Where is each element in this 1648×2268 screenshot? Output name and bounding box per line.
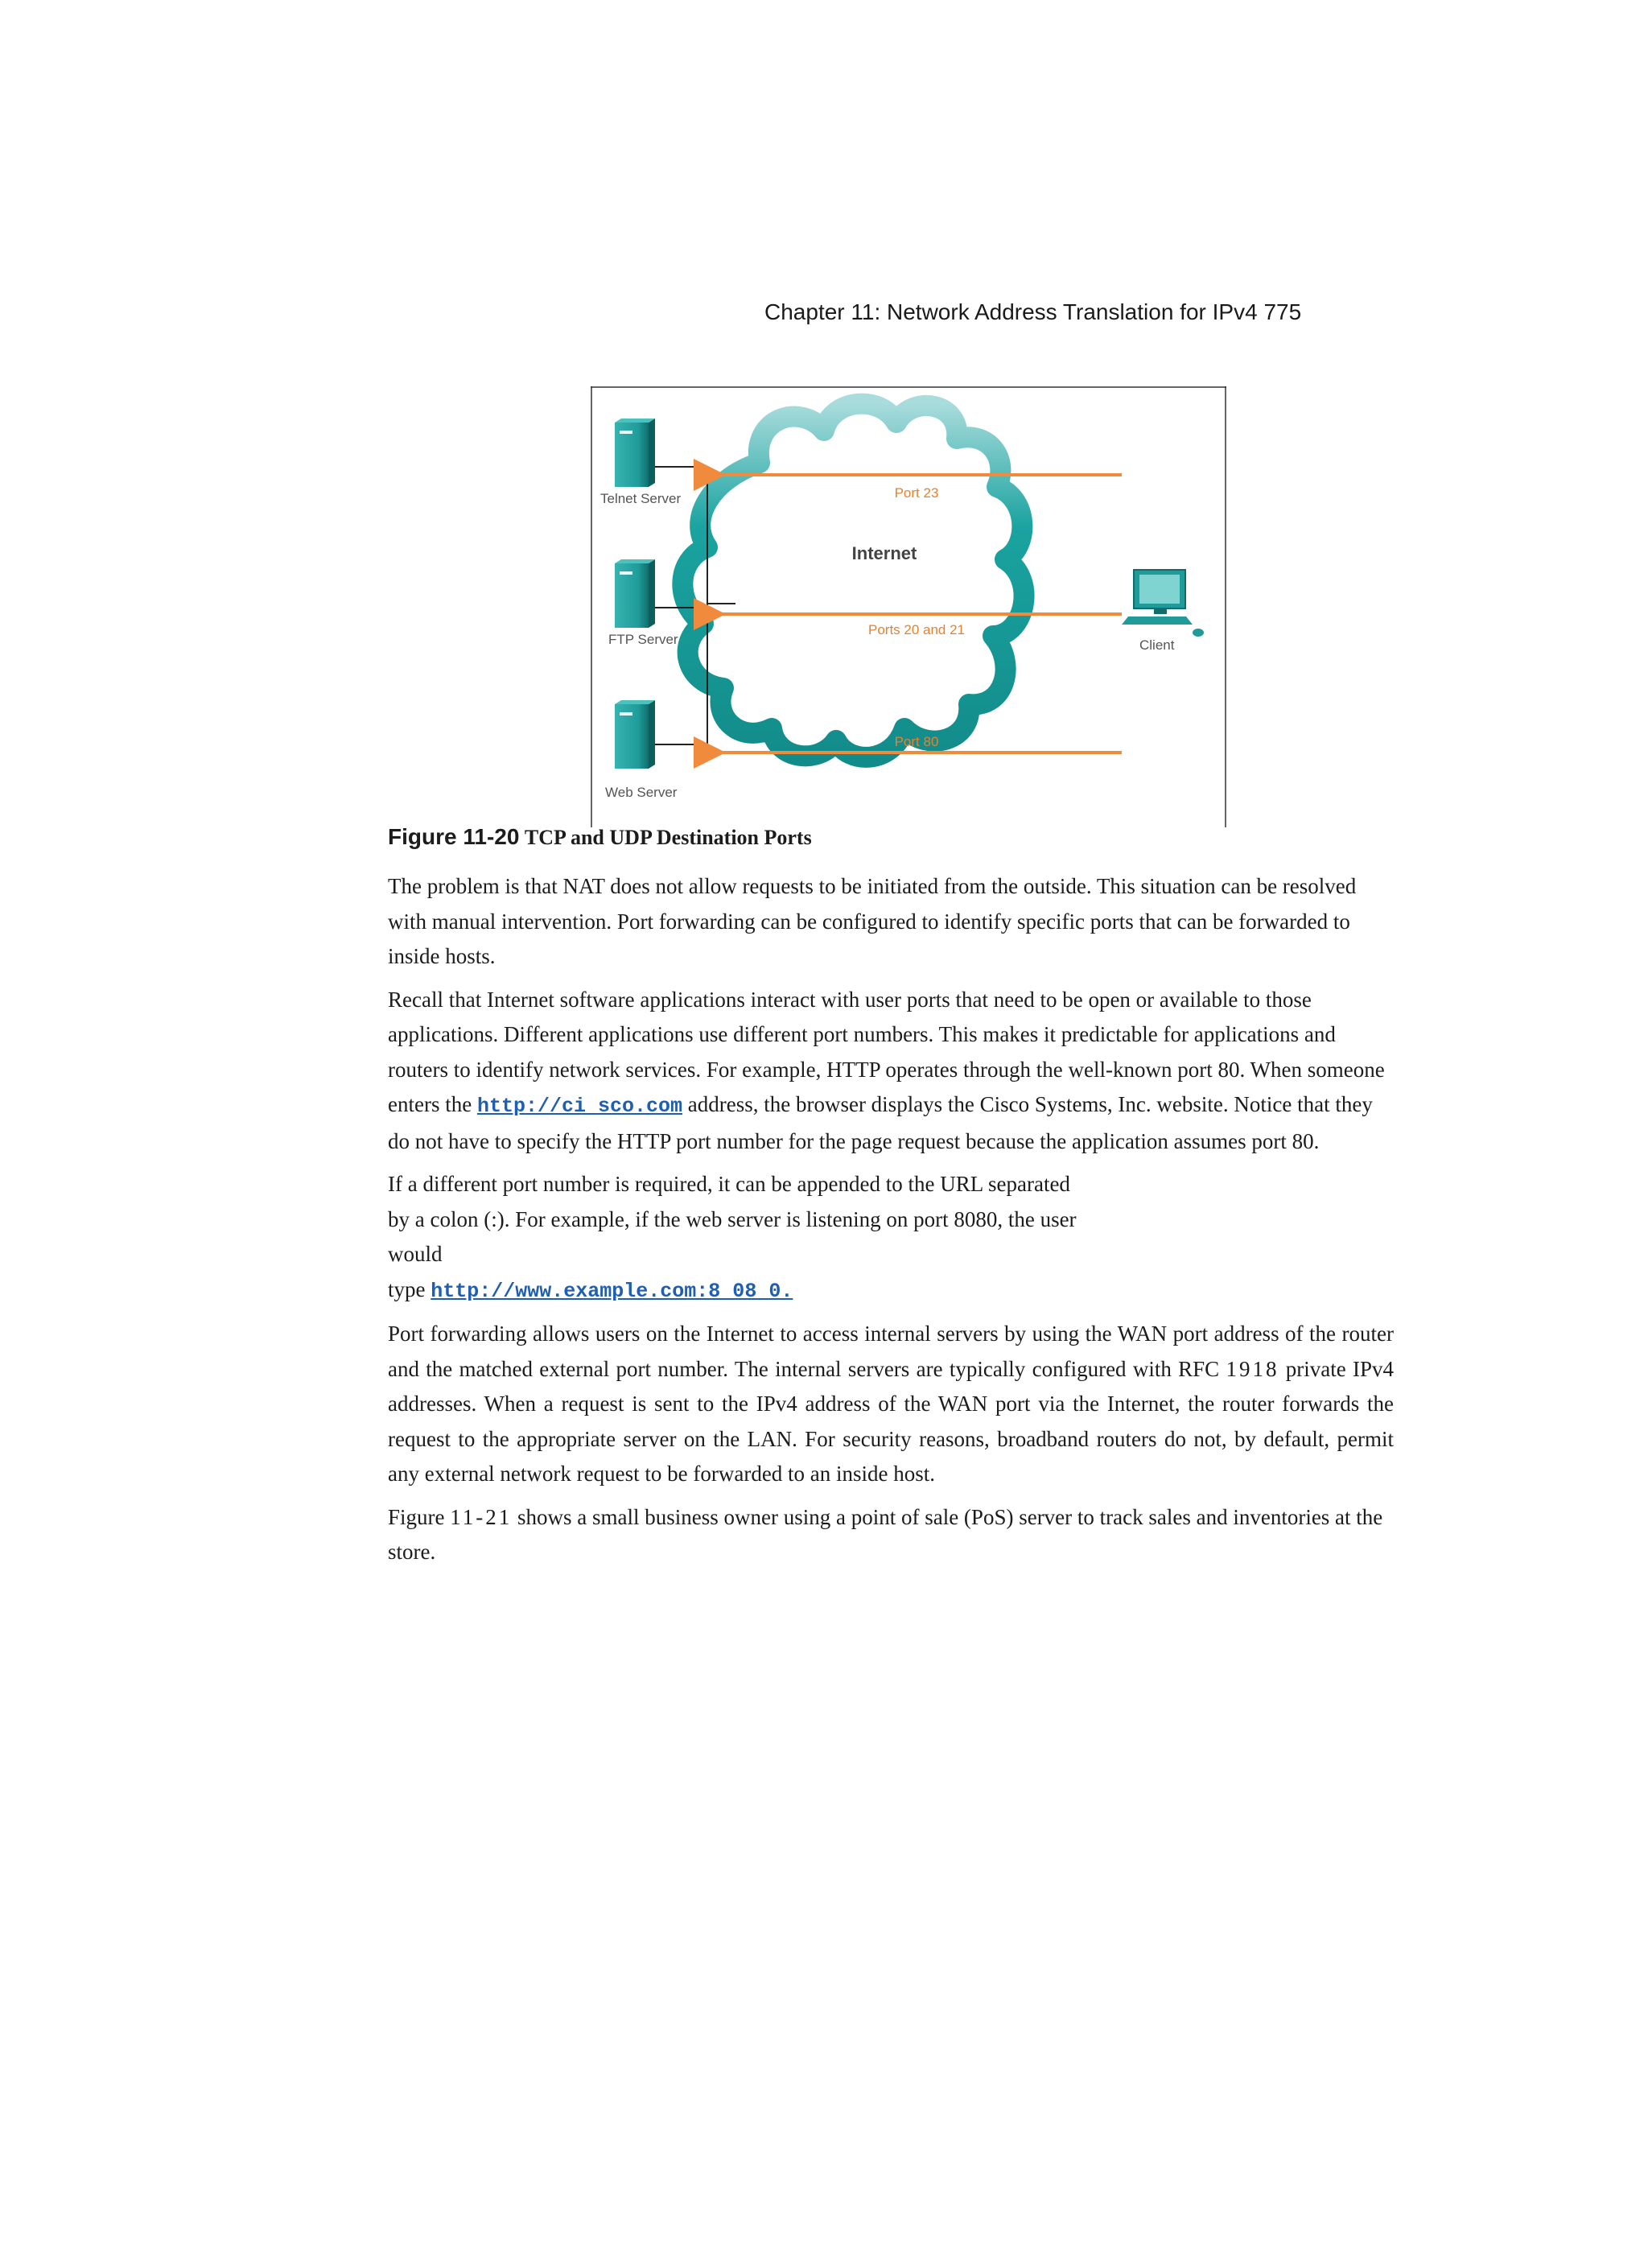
paragraph-3-text-a: If a different port number is required, it can be appended to the URL separated by a colon (:). For example, if the web server is listening on port 8080, the user would: [388, 1172, 1077, 1266]
ftp-server-label: FTP Server: [608, 632, 678, 647]
paragraph-5: [388, 1500, 1394, 1570]
ports-20-21-label: Ports 20 and 21: [867, 622, 966, 637]
internet-label: Internet: [851, 543, 917, 563]
figure-tcp-udp-ports: [591, 386, 1226, 827]
paragraph-1: The problem is that NAT does not allow requests to be initiated from the outside. This situation can be resolved with manual intervention. Port forwarding can be configured to identify specific ports that can be forwarded to inside hosts.: [388, 874, 1357, 968]
figure-title: TCP and UDP Destination Ports: [524, 826, 812, 849]
paragraph-2-text-b: address, the browser displays the Cisco Systems, Inc. website. Notice that they do not have to specify the HTTP port number for the page request because the application assumes port 80.: [388, 1092, 1373, 1153]
network-diagram: [591, 386, 1226, 827]
client-label: Client: [1139, 637, 1175, 653]
example-link[interactable]: http://www.example.com:8 08 0.: [431, 1279, 793, 1303]
telnet-server-label: Telnet Server: [600, 491, 682, 506]
paragraph-2-text-a: Recall that Internet software applications interact with user ports that need to be open or available to those applications. Different applications use different port numbers. This makes it predictable for applications and routers to identify network services. For example, HTTP operates through the well-known port 80. When someone enters the: [388, 987, 1385, 1116]
paragraph-4-text-a: Port forwarding allows users on the Internet to access internal servers by using the WAN port address of the router and the matched external port number. The internal servers are typically configured with RFC: [388, 1322, 1394, 1381]
port-23-label: Port 23: [894, 485, 939, 501]
paragraph-2: [388, 983, 1394, 1160]
web-server-icon: [615, 700, 655, 769]
figure-number: Figure 11-20: [388, 824, 520, 849]
paragraph-5-text-a: Figure: [388, 1504, 445, 1529]
figure-caption: [388, 824, 812, 850]
ftp-server-icon: [615, 559, 655, 628]
internet-cloud: [682, 404, 1024, 757]
paragraph-3-type: type: [388, 1276, 426, 1301]
telnet-server-icon: [615, 419, 655, 487]
paragraph-5-text-b: shows a small business owner using a point of sale (PoS) server to track sales and inventories at the store.: [388, 1504, 1383, 1564]
figure-reference: 11-21: [450, 1504, 513, 1529]
paragraph-4: [388, 1317, 1394, 1492]
port-80-label: Port 80: [894, 734, 939, 749]
web-server-label: Web Server: [605, 785, 678, 800]
client-computer-icon: [1122, 570, 1204, 637]
paragraph-3: [388, 1167, 1394, 1309]
rfc-number: 1918: [1226, 1356, 1279, 1381]
body-text: [388, 869, 1394, 1578]
cisco-link[interactable]: http://ci sco.com: [476, 1095, 682, 1118]
running-head: Chapter 11: Network Address Translation for IPv4 775: [764, 299, 1302, 324]
paragraph-4-text-b: private IPv4 addresses. When a request is sent to the IPv4 address of the WAN port via the Internet, the router forwards the request to the appropriate server on the LAN. For security reasons, broadband routers do not, by default, permit any external network request to be forwarded to an inside host.: [388, 1356, 1395, 1486]
